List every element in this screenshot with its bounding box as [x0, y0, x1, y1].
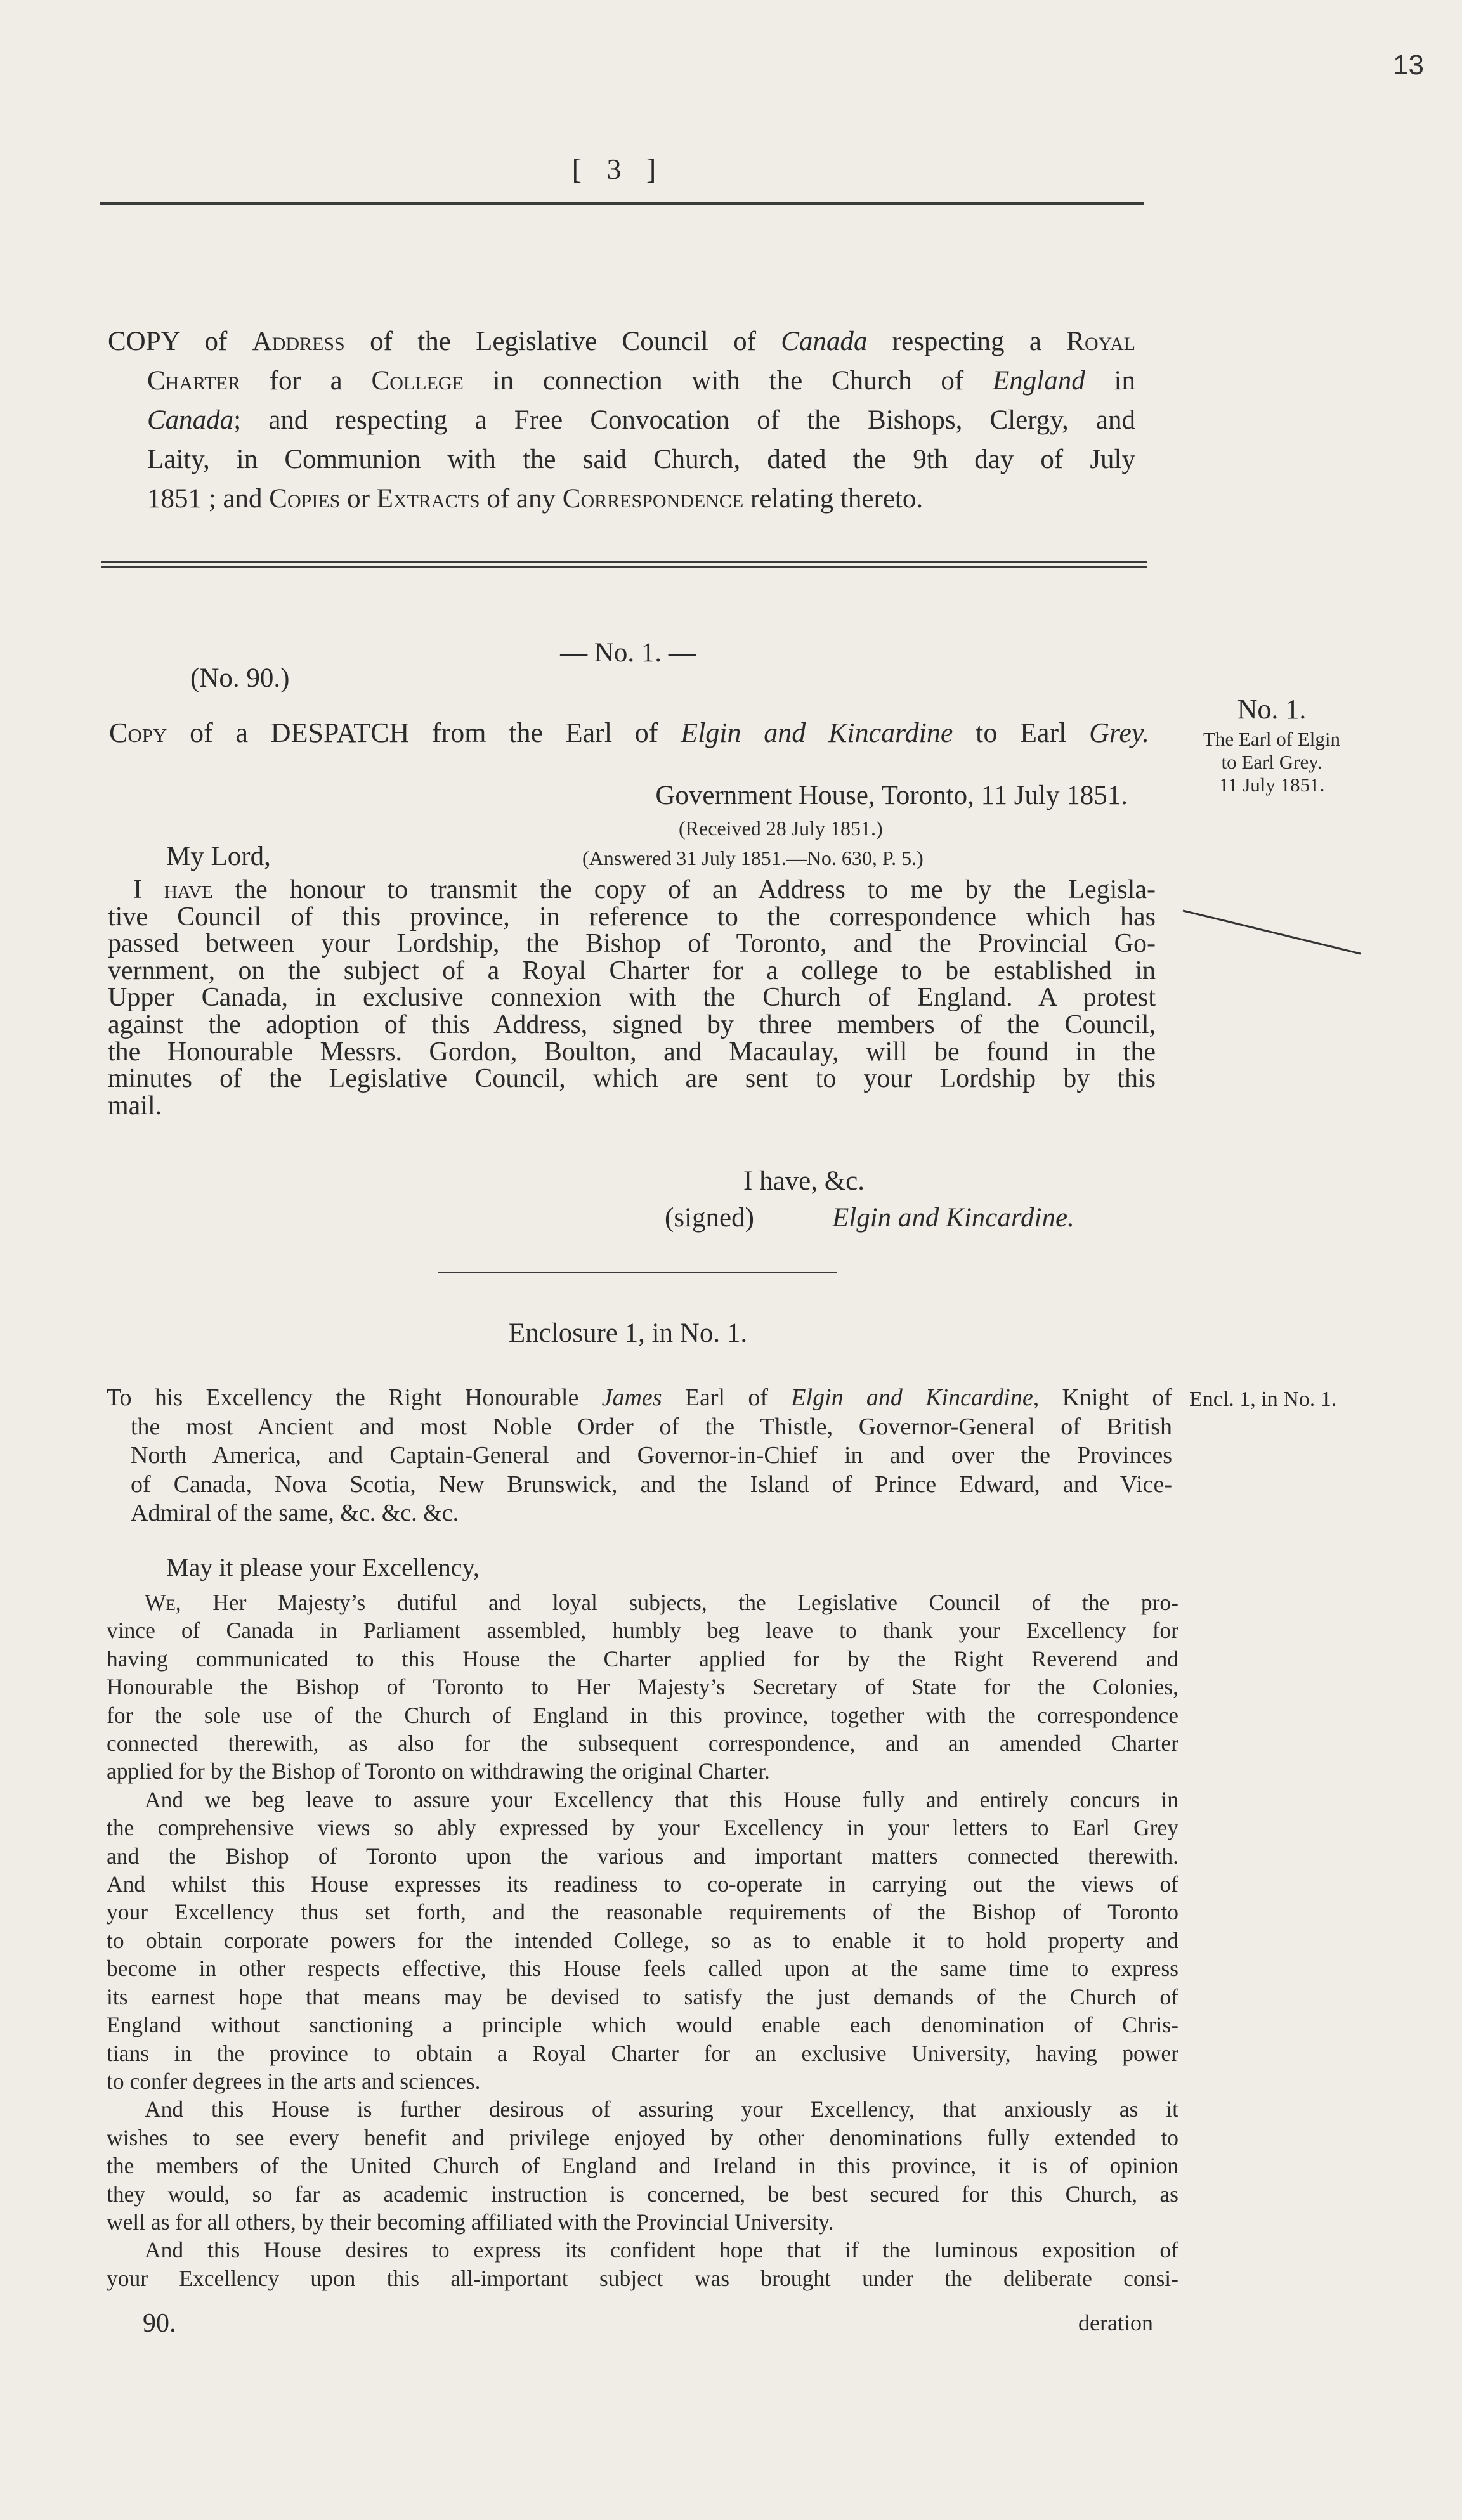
catchword: deration — [1078, 2310, 1153, 2335]
despatch-end-rule — [438, 1272, 837, 1273]
margin-pointer-line — [1180, 907, 1364, 958]
margin-note-despatch: No. 1. The Earl of Elgin to Earl Grey. 11 July 1851. — [1203, 694, 1341, 796]
document-title: COPY of Address of the Legislative Council of Canada respecting a Royal Charter for a College in connection with the Church of England in Canada; and respecting a Free Convocation of the Bishops, Clergy, and Laity, in Communion with the said Church, dated the 9th day of July 1851 ; and Copies or Extracts of any Correspondence relating thereto. — [108, 327, 1135, 514]
despatch-answered: (Answered 31 July 1851.—No. 630, P. 5.) — [582, 847, 924, 869]
despatch-body: I have the honour to transmit the copy of an Address to me by the Legisla- tive Council of this province, in reference to the correspondence which has passed between your Lordship, the Bishop of Toronto, and the Provincial Go- vernment, on the subject of a Royal Charter for a college to be established in Upper Canada, in exclusive connexion with the Church of England. A protest against the adoption of this Address, signed by three members of the Council, the Honourable Messrs. Gordon, Boulton, and Macaulay, will be found in the minutes of the Legislative Council, which are sent to your Lordship by this mail. — [108, 875, 1156, 1120]
signature-mark: 90. — [143, 2309, 176, 2338]
despatch-salutation: My Lord, — [166, 841, 271, 871]
enclosure-salutation: May it please your Excellency, — [166, 1553, 480, 1581]
despatch-received: (Received 28 July 1851.) — [679, 817, 883, 840]
enclosure-heading: Enclosure 1, in No. 1. — [508, 1318, 748, 1348]
print-header: [ 3 ] — [571, 153, 665, 185]
header-rule — [100, 202, 1144, 205]
despatch-copy-line: Copy of a DESPATCH from the Earl of Elgin and Kincardine to Earl Grey. — [109, 717, 1150, 748]
despatch-no: (No. 90.) — [190, 663, 290, 693]
despatch-signature: Elgin and Kincardine. — [832, 1203, 1074, 1233]
title-rule-bottom — [101, 566, 1147, 568]
despatch-number-heading: — No. 1. — — [560, 638, 696, 668]
enclosure-body: We, Her Majesty’s dutiful and loyal subjects, the Legislative Council of the pro- vince of Canada in Parliament assembled, humbly beg leave to thank your Excellency for having communicated to this House the Charter applied for by the Right Reverend and Honourable the Bishop of Toronto to Her Majesty’s Secretary of State for the Colonies, for the sole use of the Church of England in this province, together with the correspondence connected therewith, as also for the subsequent correspondence, and an amended Charter applied for by the Bishop of Toronto on withdrawing the original Charter. And we beg leave to assure your Excellency that this House fully and entirely concurs in the comprehensive views so ably expressed by your Excellency in your letters to Earl Grey and the Bishop of Toronto upon the various and important matters connected therewith. And whilst this House expresses its readiness to co-operate in carrying out the views of your Excellency thus set forth, and the reasonable requirements of the Bishop of Toronto to obtain corporate powers for the intended College, so as to enable it to hold property and become in other respects effective, this House feels called upon at the same time to express its earnest hope that means may be devised to satisfy the just demands of the Church of England without sanctioning a principle which would enable each denomination of Chris- tians in the province to obtain a Royal Charter for an exclusive University, having power to confer degrees in the arts and sciences. And this House is further desirous of assuring your Excellency, that anxiously as it wishes to see every benefit and privilege enjoyed by other denominations fully extended to the members of the United Church of England and Ireland in this province, it is of opinion they would, so far as academic instruction is concerned, be best secured for this Church, as well as for all others, by their becoming affiliated with the Provincial University. And this House desires to express its confident hope that if the luminous exposition of your Excellency upon this all-important subject was brought under the deliberate consi- — [107, 1590, 1179, 2291]
enclosure-address: To his Excellency the Right Honourable James Earl of Elgin and Kincardine, Knight of the most Ancient and most Noble Order of the Thistle, Governor-General of British North America, and Captain-General and Governor-in-Chief in and over the Provinces of Canada, Nova Scotia, New Brunswick, and the Island of Prince Edward, and Vice- Admiral of the same, &c. &c. &c. — [107, 1384, 1172, 1526]
page-number: 13 — [1393, 49, 1424, 81]
margin-note-enclosure: Encl. 1, in No. 1. — [1189, 1387, 1337, 1411]
despatch-place-date: Government House, Toronto, 11 July 1851. — [655, 781, 1128, 810]
title-rule-top — [101, 561, 1147, 563]
despatch-signed: (signed) — [665, 1203, 754, 1233]
despatch-closing: I have, &c. — [743, 1166, 865, 1196]
